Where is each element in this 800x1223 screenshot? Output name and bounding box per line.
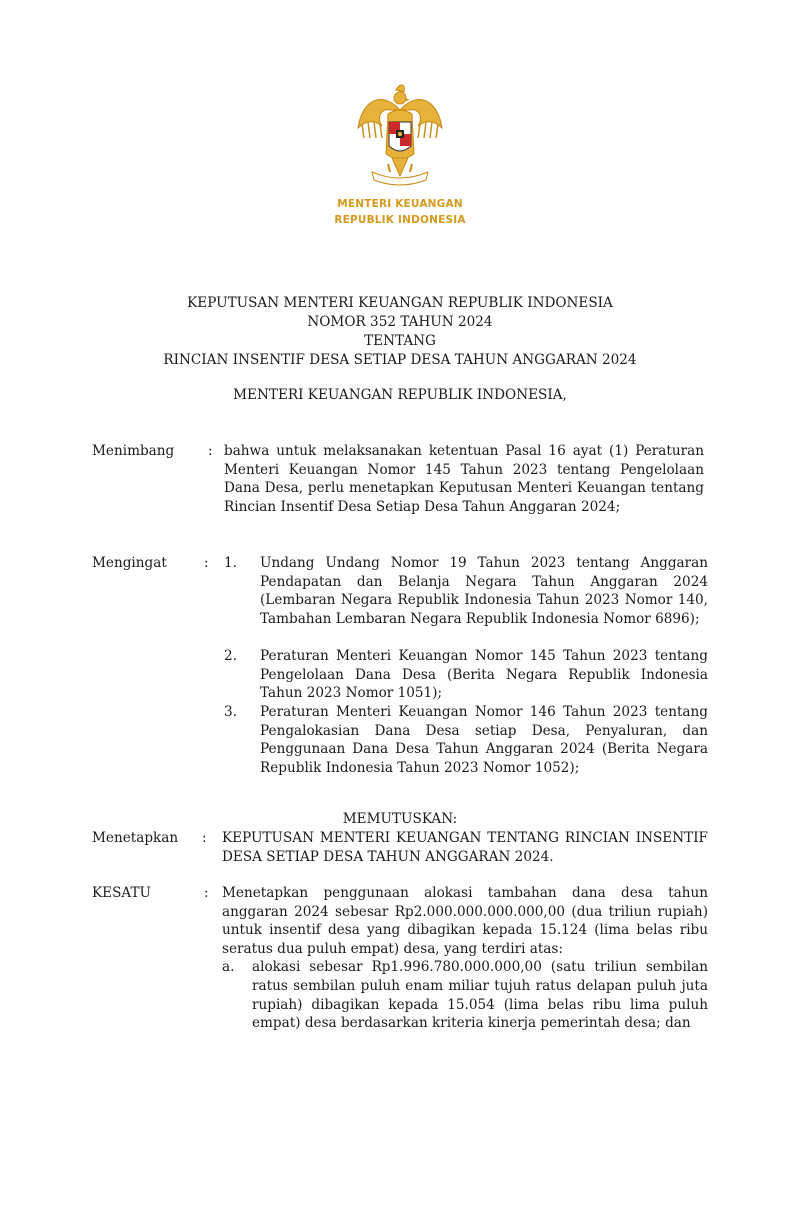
section-colon: :: [202, 830, 207, 846]
list-item: [224, 703, 708, 777]
kesatu-text: Menetapkan penggunaan alokasi tambahan dana desa tahun anggaran 2024 sebesar Rp2.000.000.000.000,00 (dua triliun rupiah) untuk insentif desa yang dibagikan kepada 15.124 (lima belas ribu seratus dua puluh empat) desa, yang terdiri atas:: [222, 885, 708, 957]
item-text: Peraturan Menteri Keuangan Nomor 146 Tahun 2023 tentang Pengalokasian Dana Desa setiap Desa, Penyaluran, dan Penggunaan Dana Desa Tahun Anggaran 2024 (Berita Negara Republik Indonesia Tahun 2023 Nomor 1052);: [260, 704, 708, 776]
title-line-2: NOMOR 352 TAHUN 2024: [307, 314, 493, 330]
decree-title: [100, 294, 700, 370]
memutuskan-heading: MEMUTUSKAN:: [342, 811, 458, 827]
section-colon: :: [204, 555, 209, 571]
ministry-line-2: REPUBLIK INDONESIA: [334, 214, 466, 226]
item-text: Undang Undang Nomor 19 Tahun 2023 tentang Anggaran Pendapatan dan Belanja Negara Tahun Anggaran 2024 (Lembaran Negara Republik Indonesia Tahun 2023 Nomor 140, Tambahan Lembaran Negara Republik Indonesia Nomor 6896);: [260, 555, 708, 627]
item-number: 3.: [224, 704, 237, 720]
title-line-3: TENTANG: [364, 333, 436, 349]
section-label: Menetapkan: [92, 830, 179, 846]
item-number: 2.: [224, 648, 237, 664]
ministry-line-1: MENTERI KEUANGAN: [337, 198, 463, 210]
section-kesatu: [92, 884, 712, 1084]
section-label: KESATU: [92, 885, 151, 901]
title-line-1: KEPUTUSAN MENTERI KEUANGAN REPUBLIK INDONESIA: [187, 295, 613, 311]
section-colon: :: [204, 885, 209, 901]
item-text: alokasi sebesar Rp1.996.780.000.000,00 (satu triliun sembilan ratus sembilan puluh enam miliar tujuh ratus delapan puluh juta rupiah) dibagikan kepada 15.054 (lima belas ribu lima puluh empat) desa berdasarkan kriteria kinerja pemerintah desa; dan: [252, 959, 708, 1032]
list-item: [224, 647, 708, 703]
section-label: Mengingat: [92, 555, 167, 571]
section-menetapkan: [92, 829, 712, 869]
title-line-4: RINCIAN INSENTIF DESA SETIAP DESA TAHUN ANGGARAN 2024: [163, 352, 637, 368]
section-label: Menimbang: [92, 443, 175, 459]
item-text: Peraturan Menteri Keuangan Nomor 145 Tahun 2023 tentang Pengelolaan Dana Desa (Berita Negara Republik Indonesia Tahun 2023 Nomor 1051);: [260, 648, 708, 702]
list-item: [222, 958, 708, 1032]
item-number: a.: [222, 959, 235, 976]
menimbang-text: bahwa untuk melaksanakan ketentuan Pasal 16 ayat (1) Peraturan Menteri Keuangan Nomor 145 Tahun 2023 tentang Pengelolaan Dana Desa, perlu menetapkan Keputusan Menteri Keuangan tentang Rincian Insentif Desa Setiap Desa Tahun Anggaran 2024;: [224, 443, 704, 515]
section-mengingat: [92, 554, 712, 794]
section-menimbang: [92, 442, 712, 542]
section-colon: :: [208, 443, 213, 459]
menetapkan-text: KEPUTUSAN MENTERI KEUANGAN TENTANG RINCIAN INSENTIF DESA SETIAP DESA TAHUN ANGGARAN 2024.: [222, 830, 708, 865]
list-item: [224, 554, 708, 647]
ministry-label: [300, 196, 500, 228]
item-number: 1.: [224, 555, 237, 571]
authority-line: MENTERI KEUANGAN REPUBLIK INDONESIA,: [233, 387, 567, 403]
garuda-pancasila-emblem-icon: [352, 80, 448, 190]
